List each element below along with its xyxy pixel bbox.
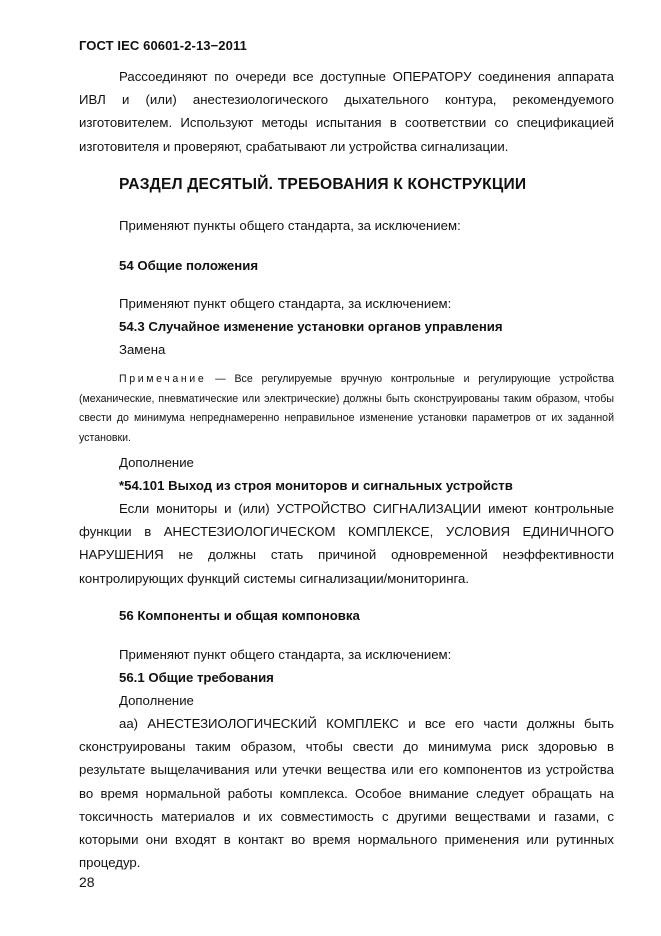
clause-54-apply-text: Применяют пункт общего стандарта, за исключением: <box>119 296 452 311</box>
note-paragraph <box>79 370 614 448</box>
standard-header: ГОСТ IEC 60601-2-13−2011 <box>79 38 247 53</box>
clause-56-1-heading: 56.1 Общие требования <box>119 670 274 685</box>
clause-56-1-aa-text: аа) АНЕСТЕЗИОЛОГИЧЕСКИЙ КОМПЛЕКС и все его части должны быть сконструированы таким образом, чтобы свести до минимума риск здоровью в результате выщелачивания или утечки вещества или его компонентов из устройства во время нормальной работы комплекса. Особое внимание следует обращать на токсичность материалов и их совместимость с другими веществами и газами, с которыми они входят в контакт во время нормального применения или рутинных процедур. <box>79 716 614 871</box>
clause-54-101-text: Если мониторы и (или) УСТРОЙСТВО СИГНАЛИЗАЦИИ имеют контрольные функции в АНЕСТЕЗИОЛОГИЧЕСКОМ КОМПЛЕКСЕ, УСЛОВИЯ ЕДИНИЧНОГО НАРУШЕНИЯ не должны стать причиной одновременной неэффективности контролирующих функций системы сигнализации/мониторинга. <box>79 501 614 586</box>
clause-54-heading: 54 Общие положения <box>119 258 259 273</box>
clause-54-3-heading: 54.3 Случайное изменение установки органов управления <box>119 319 503 334</box>
clause-54-3-replacement: Замена <box>119 342 166 357</box>
clause-54-101-heading: *54.101 Выход из строя мониторов и сигнальных устройств <box>119 478 513 493</box>
intro-paragraph: Рассоединяют по очереди все доступные ОПЕРАТОРУ соединения аппарата ИВЛ и (или) анестезиологического дыхательного контура, рекомендуемого изготовителем. Используют методы испытания в соответствии со спецификацией изготовителя и проверяют, срабатывают ли устройства сигнализации. <box>79 69 614 154</box>
note-text: — Все регулируемые вручную контрольные и регулирующие устройства (механические, пневматические или электрические) должны быть сконструированы таким образом, чтобы свести до минимума непреднамеренно неправильное изменение установки параметров от их заданной установки. <box>79 373 614 444</box>
clause-56-heading: 56 Компоненты и общая компоновка <box>119 608 360 623</box>
note-label: Примечание <box>119 373 207 385</box>
page-number: 28 <box>79 874 95 890</box>
section-title: РАЗДЕЛ ДЕСЯТЫЙ. ТРЕБОВАНИЯ К КОНСТРУКЦИИ <box>119 176 527 193</box>
clause-56-apply-text: Применяют пункт общего стандарта, за исключением: <box>119 647 452 662</box>
clause-56-1-addition: Дополнение <box>119 693 194 708</box>
clause-54-addition: Дополнение <box>119 455 194 470</box>
section-apply-text: Применяют пункты общего стандарта, за исключением: <box>119 218 461 233</box>
